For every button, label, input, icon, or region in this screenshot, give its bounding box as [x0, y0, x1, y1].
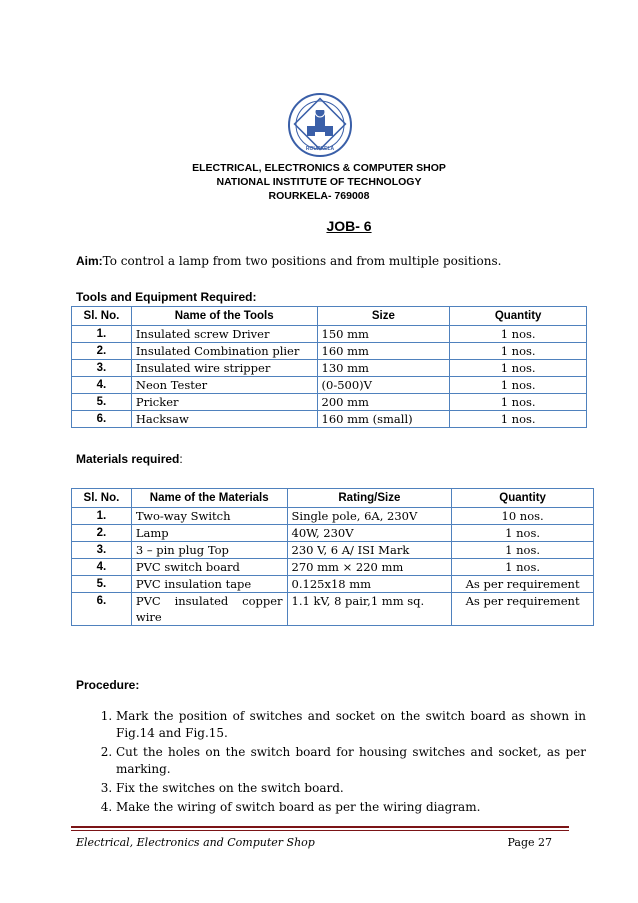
table-cell: 3. [72, 360, 132, 377]
table-cell: 1. [72, 508, 132, 525]
table-row [72, 525, 594, 542]
procedure-step: 3. Fix the switches on the switch board. [116, 780, 586, 797]
table-row [72, 411, 587, 428]
table-cell: 160 mm [317, 343, 450, 360]
procedure-heading: Procedure: [76, 678, 140, 692]
table-cell: Two-way Switch [131, 508, 287, 525]
table-cell: 1 nos. [452, 559, 594, 576]
table-cell: 230 V, 6 A/ ISI Mark [287, 542, 452, 559]
table-cell: Insulated wire stripper [131, 360, 317, 377]
table-cell: Neon Tester [131, 377, 317, 394]
tools-heading: Tools and Equipment Required: [76, 290, 257, 304]
table-cell: 1 nos. [452, 525, 594, 542]
table-cell: 1 nos. [450, 411, 587, 428]
column-header: Sl. No. [72, 489, 132, 508]
table-row [72, 542, 594, 559]
table-cell: 1. [72, 326, 132, 343]
table-cell: As per requirement [452, 593, 594, 626]
table-cell: 160 mm (small) [317, 411, 450, 428]
footer-rule-thin [71, 830, 569, 831]
column-header: Size [317, 307, 450, 326]
table-cell: 6. [72, 593, 132, 626]
footer-title: Electrical, Electronics and Computer Shop [76, 836, 315, 849]
institute-name: NATIONAL INSTITUTE OF TECHNOLOGY [216, 176, 422, 188]
table-cell: Single pole, 6A, 230V [287, 508, 452, 525]
table-cell: 4. [72, 377, 132, 394]
table-cell: 1 nos. [452, 542, 594, 559]
procedure-list [96, 708, 586, 818]
table-cell: 1.1 kV, 8 pair,1 mm sq. [287, 593, 452, 626]
table-cell: 40W, 230V [287, 525, 452, 542]
aim-line [76, 254, 501, 268]
aim-text: To control a lamp from two positions and from multiple positions. [102, 254, 502, 268]
table-cell: 10 nos. [452, 508, 594, 525]
table-cell: Lamp [131, 525, 287, 542]
procedure-step: 4. Make the wiring of switch board as per the wiring diagram. [116, 799, 586, 816]
table-cell: 2. [72, 343, 132, 360]
column-header: Quantity [450, 307, 587, 326]
table-cell: Insulated Combination plier [131, 343, 317, 360]
table-row [72, 508, 594, 525]
table-cell: Pricker [131, 394, 317, 411]
table-cell: 1 nos. [450, 394, 587, 411]
column-header: Name of the Materials [131, 489, 287, 508]
column-header: Quantity [452, 489, 594, 508]
procedure-step: 1. Mark the position of switches and socket on the switch board as shown in Fig.14 and Fig.15. [116, 708, 586, 742]
table-row [72, 326, 587, 343]
aim-label: Aim: [76, 254, 103, 268]
institute-shop-name: ELECTRICAL, ELECTRONICS & COMPUTER SHOP [192, 162, 446, 174]
column-header: Rating/Size [287, 489, 452, 508]
page-number: Page 27 [507, 836, 552, 849]
table-cell: 150 mm [317, 326, 450, 343]
table-cell: 3. [72, 542, 132, 559]
table-cell: 3 – pin plug Top [131, 542, 287, 559]
table-row [72, 377, 587, 394]
table-cell: 270 mm × 220 mm [287, 559, 452, 576]
table-cell: 130 mm [317, 360, 450, 377]
table-cell: 1 nos. [450, 360, 587, 377]
column-header: Sl. No. [72, 307, 132, 326]
table-row [72, 593, 594, 626]
table-cell: PVC insulated copper wire [131, 593, 287, 626]
table-cell: 1 nos. [450, 326, 587, 343]
table-row [72, 394, 587, 411]
table-cell: Insulated screw Driver [131, 326, 317, 343]
institute-address: ROURKELA- 769008 [268, 190, 370, 202]
table-cell: 5. [72, 394, 132, 411]
table-cell: PVC switch board [131, 559, 287, 576]
table-header-row [72, 489, 594, 508]
table-cell: 0.125x18 mm [287, 576, 452, 593]
table-row [72, 343, 587, 360]
table-cell: PVC insulation tape [131, 576, 287, 593]
procedure-step: 2. Cut the holes on the switch board for housing switches and socket, as per marking. [116, 744, 586, 778]
nit-rourkela-logo [287, 92, 353, 158]
table-cell: 6. [72, 411, 132, 428]
table-cell: 200 mm [317, 394, 450, 411]
table-cell: As per requirement [452, 576, 594, 593]
footer-rule [71, 826, 569, 828]
materials-heading: Materials required: [76, 452, 183, 466]
table-cell: 4. [72, 559, 132, 576]
table-cell: 2. [72, 525, 132, 542]
table-row [72, 559, 594, 576]
tools-table [71, 306, 587, 428]
table-cell: (0-500)V [317, 377, 450, 394]
column-header: Name of the Tools [131, 307, 317, 326]
svg-text:ROURKELA: ROURKELA [305, 146, 335, 152]
table-cell: 1 nos. [450, 343, 587, 360]
table-cell: 5. [72, 576, 132, 593]
table-row [72, 360, 587, 377]
materials-table [71, 488, 594, 626]
table-header-row [72, 307, 587, 326]
table-cell: Hacksaw [131, 411, 317, 428]
table-cell: 1 nos. [450, 377, 587, 394]
table-row [72, 576, 594, 593]
job-title: JOB- 6 [326, 218, 372, 234]
